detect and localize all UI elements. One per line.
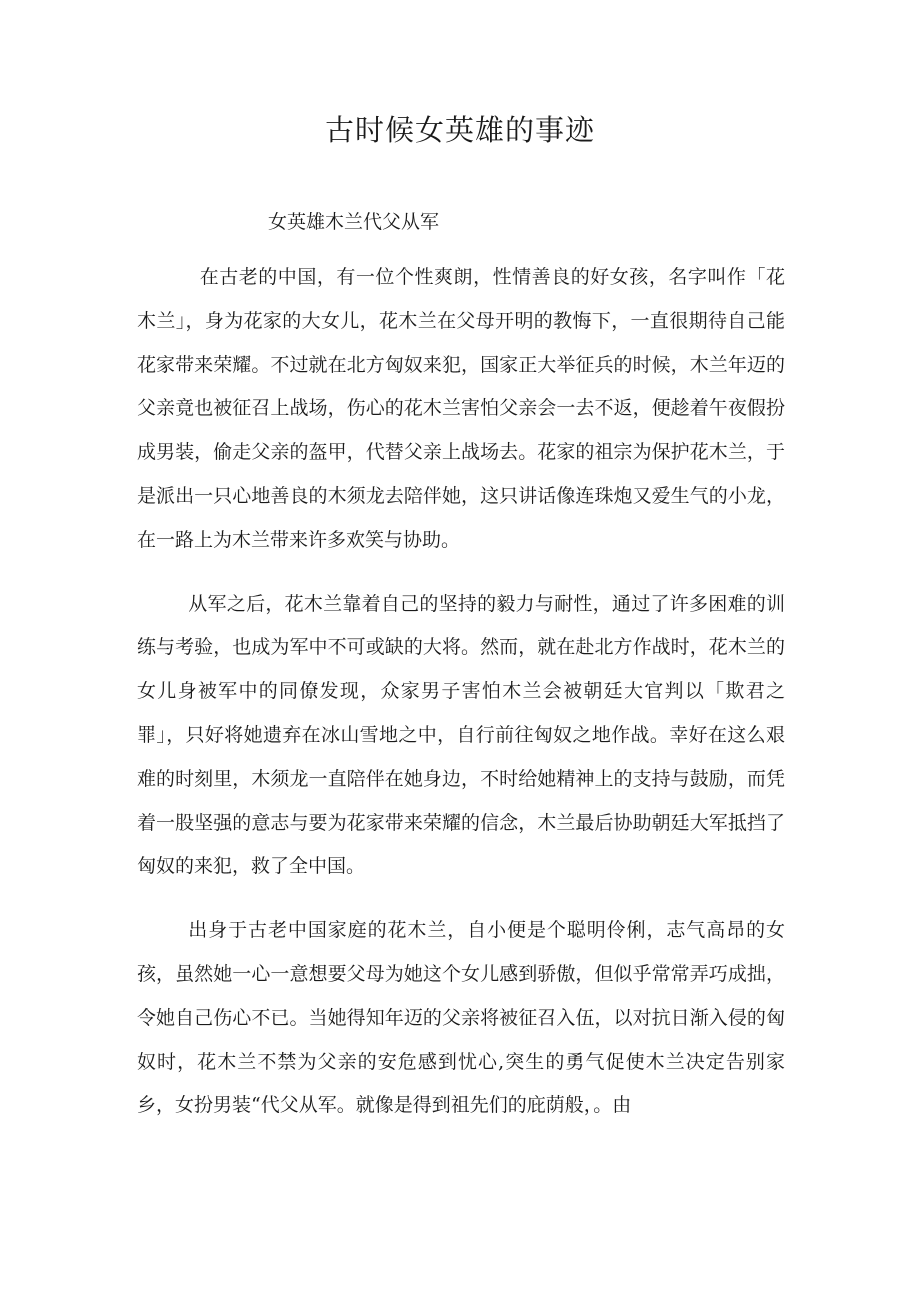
paragraph-1: 在古老的中国，有一位个性爽朗，性情善良的好女孩，名字叫作「花木兰」，身为花家的大女儿，花木兰在父母开明的教悔下，一直很期待自己能花家带来荣耀。不过就在北方匈奴来犯，国家正大举征兵的时候，木兰年迈的父亲竟也被征召上战场，伤心的花木兰害怕父亲会一去不返，便趁着午夜假扮成男装，偷走父亲的盔甲，代替父亲上战场去。花家的祖宗为保护花木兰，于是派出一只心地善良的木须龙去陪伴她，这只讲话像连珠炮又爱生气的小龙，在一路上为木兰带来许多欢笑与协助。	[137, 266, 785, 551]
paragraph-2: 从军之后，花木兰靠着自己的坚持的毅力与耐性，通过了许多困难的训练与考验，也成为军中不可或缺的大将。然而，就在赴北方作战时，花木兰的女儿身被军中的同僚发现，众家男子害怕木兰会被朝廷大官判以「欺君之罪」，只好将她遗弃在冰山雪地之中，自行前往匈奴之地作战。幸好在这么艰难的时刻里，木须龙一直陪伴在她身边，不时给她精神上的支持与鼓励，而凭着一股坚强的意志与要为花家带来荣耀的信念，木兰最后协助朝廷大军抵挡了匈奴的来犯，救了全中国。	[137, 592, 785, 878]
document-subtitle: 女英雄木兰代父从军	[268, 211, 440, 233]
document-body	[137, 256, 785, 1148]
paragraph-3: 出身于古老中国家庭的花木兰，自小便是个聪明伶俐，志气高昂的女孩，虽然她一心一意想要父母为她这个女儿感到骄傲，但似乎常常弄巧成拙，令她自己伤心不已。当她得知年迈的父亲将被征召入伍，以对抗日渐入侵的匈奴时，花木兰不禁为父亲的安危感到忧心,突生的勇气促使木兰决定告别家乡，女扮男装“代父从军。就像是得到祖先们的庇荫般，。由	[137, 919, 785, 1117]
document-title: 古时候女英雄的事迹	[324, 113, 595, 147]
